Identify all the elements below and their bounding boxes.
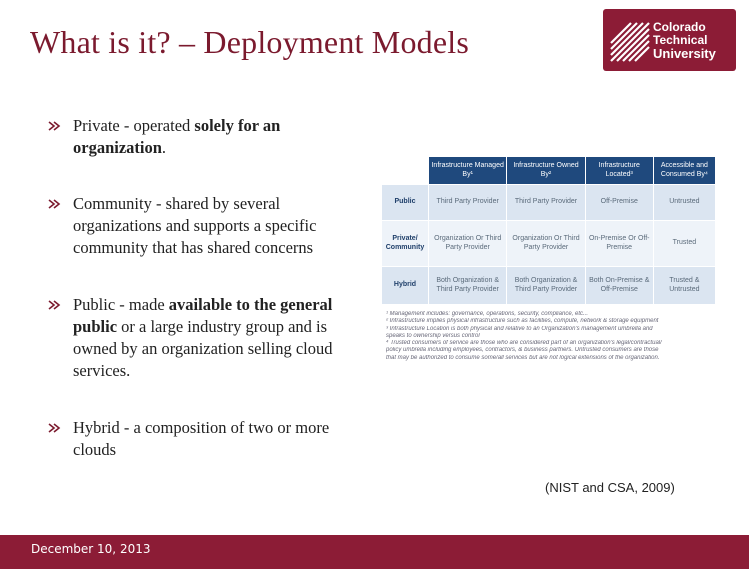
logo-text-line3: University — [653, 46, 716, 61]
table-header-cell: Accessible and Consumed By⁴ — [653, 157, 715, 185]
table-header-cell: Infrastructure Managed By¹ — [429, 157, 507, 185]
table-cell: Untrusted — [653, 185, 715, 221]
table-cell: Both Organization & Third Party Provider — [429, 267, 507, 305]
footnote-line: ³ Infrastructure Location is both physical and relative to an Organization's management umbrella and — [386, 325, 653, 332]
bullet-marker-icon — [48, 298, 62, 312]
table-header-row — [382, 157, 716, 185]
table-header-cell: Infrastructure Located³ — [585, 157, 653, 185]
bullet-private-line2: organization. — [73, 138, 167, 157]
bullet-private-line1: Private - operated solely for an — [73, 116, 281, 135]
footnote-line: that may be authorized to consume some/all services but are not logical extensions of the organization. — [386, 354, 660, 361]
table-row-label: Public — [382, 185, 429, 221]
logo-mark-icon — [609, 17, 651, 63]
bullet-public-line2: public or a large industry group and is — [73, 317, 328, 336]
bullet-marker-icon — [48, 421, 62, 435]
table-row-label: Private/ Community — [382, 221, 429, 267]
bullet-community-line3: community that has shared concerns — [73, 238, 314, 257]
bullet-hybrid-line1: Hybrid - a composition of two or more — [73, 418, 330, 437]
bullet-community-line1: Community - shared by several — [73, 194, 281, 213]
bullet-public-line4: services. — [73, 361, 131, 380]
citation: (NIST and CSA, 2009) — [545, 480, 675, 495]
table-cell: Organization Or Third Party Provider — [507, 221, 585, 267]
table-cell: Both On-Premise & Off-Premise — [585, 267, 653, 305]
table-cell: Trusted & Untrusted — [653, 267, 715, 305]
table-cell: On-Premise Or Off-Premise — [585, 221, 653, 267]
bullet-public-line1: Public - made available to the general — [73, 295, 333, 314]
table-cell: Third Party Provider — [507, 185, 585, 221]
table-header-cell: Infrastructure Owned By² — [507, 157, 585, 185]
deployment-models-table — [381, 156, 716, 305]
footnote-line: policy umbrella including employees, contractors, & business partners. Untrusted consumers are those — [386, 347, 659, 354]
table-cell: Third Party Provider — [429, 185, 507, 221]
table-cell: Both Organization & Third Party Provider — [507, 267, 585, 305]
footnote-line: ¹ Management includes: governance, operations, security, compliance, etc... — [386, 311, 588, 317]
table-header-cell — [382, 157, 429, 185]
footer-date: December 10, 2013 — [31, 542, 151, 556]
footer-bar — [0, 535, 749, 569]
table-cell: Off-Premise — [585, 185, 653, 221]
table-footnotes — [386, 311, 726, 362]
bullet-marker-icon — [48, 197, 62, 211]
table-cell: Trusted — [653, 221, 715, 267]
university-logo — [603, 9, 736, 71]
bullet-public-line3: owned by an organization selling cloud — [73, 339, 333, 358]
table-row — [382, 221, 716, 267]
logo-text-line2: Technical — [653, 33, 708, 47]
slide-title: What is it? – Deployment Models — [30, 24, 470, 60]
bullet-community-line2: organizations and supports a specific — [73, 216, 317, 235]
footnote-line: speaks to ownership versus control — [386, 332, 480, 339]
table-row — [382, 185, 716, 221]
table-row-label: Hybrid — [382, 267, 429, 305]
table-cell: Organization Or Third Party Provider — [429, 221, 507, 267]
bullet-marker-icon — [48, 119, 62, 133]
table-row — [382, 267, 716, 305]
footnote-line: ² Infrastructure implies physical infrastructure such as facilities, compute, network & storage equipment — [386, 318, 659, 325]
footnote-line: ⁴ Trusted consumers of service are those who are considered part of an organization's legal/contractual/ — [386, 340, 662, 347]
bullet-hybrid-line2: clouds — [73, 440, 117, 459]
logo-text-line1: Colorado — [653, 20, 706, 34]
